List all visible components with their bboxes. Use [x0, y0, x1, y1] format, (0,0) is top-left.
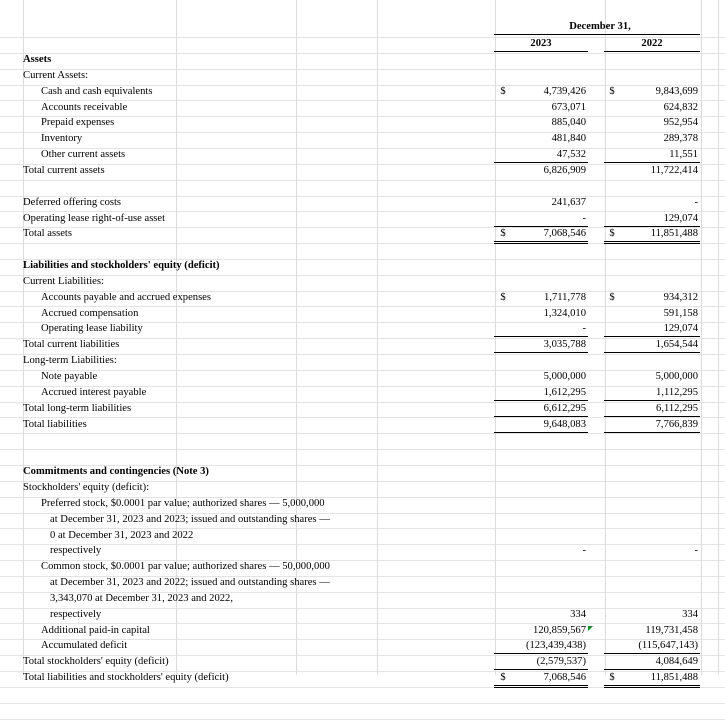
row-label: Commitments and contingencies (Note 3): [23, 466, 209, 478]
value-2023: 120,859,567: [533, 624, 586, 636]
row-label: Accounts payable and accrued expenses: [41, 291, 212, 303]
row-label: Additional paid-in capital: [41, 624, 150, 636]
total-underline: [604, 336, 700, 337]
row-label: at December 31, 2023 and 2023; issued and outstanding shares —: [50, 513, 330, 525]
value-2022: 334: [682, 608, 698, 620]
total-underline: [494, 653, 588, 654]
currency-symbol-2023: $: [500, 228, 506, 240]
total-underline: [494, 416, 588, 417]
value-2023: -: [582, 545, 586, 557]
value-2023: -: [582, 212, 586, 224]
row-label: at December 31, 2023 and 2022; issued and outstanding shares —: [50, 577, 330, 588]
double-underline: [494, 685, 588, 686]
row-label: Accumulated deficit: [41, 640, 128, 652]
value-2023: 4,739,426: [543, 85, 586, 97]
value-2022: 624,832: [663, 101, 698, 113]
value-2022: 289,378: [663, 133, 698, 145]
value-2022: 4,084,649: [655, 656, 698, 668]
value-2022: 1,654,544: [655, 339, 698, 351]
value-2023: 334: [570, 608, 586, 620]
value-2023: 47,532: [556, 149, 586, 161]
period-underline: [494, 34, 700, 35]
value-2023: 7,068,546: [543, 672, 586, 684]
total-underline: [604, 416, 700, 417]
value-2022: 11,851,488: [650, 672, 698, 684]
value-2023: 6,612,295: [543, 402, 586, 414]
value-2022: -: [694, 196, 698, 208]
row-label: Cash and cash equivalents: [41, 85, 153, 97]
cell-comment-marker: [588, 626, 593, 631]
double-underline: [494, 241, 588, 242]
currency-symbol-2022: $: [609, 291, 615, 303]
row-label: Long-term Liabilities:: [23, 355, 117, 367]
double-underline: [604, 687, 700, 688]
row-label: Prepaid expenses: [41, 117, 115, 129]
value-2023: 1,324,010: [543, 307, 586, 319]
value-2022: 9,843,699: [655, 85, 698, 97]
row-label: Inventory: [41, 133, 83, 145]
value-2022: 7,766,839: [655, 418, 698, 430]
total-underline: [494, 432, 588, 433]
row-label: Operating lease right-of-use asset: [23, 212, 166, 224]
value-2023: 885,040: [551, 117, 586, 129]
value-2023: 7,068,546: [543, 228, 586, 240]
row-label: Common stock, $0.0001 par value; authorized shares — 50,000,000: [41, 561, 330, 573]
value-2022: 129,074: [663, 212, 698, 224]
total-underline: [494, 400, 588, 401]
year-2022-header: 2022: [641, 38, 663, 49]
value-2023: 241,637: [551, 196, 586, 208]
total-underline: [604, 432, 700, 433]
currency-symbol-2023: $: [500, 85, 506, 97]
row-label: Accrued interest payable: [41, 386, 147, 398]
value-2022: 6,112,295: [656, 402, 698, 414]
value-2022: (115,647,143): [638, 640, 698, 652]
row-label: Total current assets: [23, 164, 105, 176]
year-2023-underline: [494, 51, 588, 52]
row-label: Note payable: [41, 371, 98, 382]
row-label: Current Assets:: [23, 69, 89, 81]
row-label: Preferred stock, $0.0001 par value; authorized shares — 5,000,000: [41, 497, 325, 509]
value-2022: 11,551: [669, 149, 698, 161]
double-underline: [604, 241, 700, 242]
value-2023: 673,071: [551, 101, 586, 113]
row-label: Operating lease liability: [41, 323, 143, 335]
row-label: respectively: [50, 545, 102, 557]
value-2022: 11,722,414: [650, 164, 698, 176]
value-2023: 1,711,778: [544, 291, 586, 303]
row-label: Liabilities and stockholders' equity (deficit): [23, 260, 220, 271]
value-2023: 1,612,295: [543, 386, 586, 398]
value-2023: 3,035,788: [543, 339, 586, 351]
currency-symbol-2023: $: [500, 672, 506, 684]
row-label: Total assets: [23, 228, 72, 240]
row-label: 3,343,070 at December 31, 2023 and 2022,: [50, 592, 233, 604]
row-label: Current Liabilities:: [23, 275, 104, 287]
row-label: Deferred offering costs: [23, 196, 122, 208]
value-2023: 5,000,000: [543, 371, 586, 382]
row-label: Stockholders' equity (deficit):: [23, 481, 150, 493]
currency-symbol-2022: $: [609, 228, 615, 240]
row-label: Other current assets: [41, 149, 126, 161]
value-2022: 952,954: [663, 117, 698, 129]
double-underline: [604, 685, 700, 686]
row-label: Accrued compensation: [41, 307, 139, 319]
row-label: Total current liabilities: [23, 339, 120, 351]
value-2023: -: [582, 323, 586, 335]
row-label: Accounts receivable: [41, 101, 128, 113]
row-label: Assets: [23, 54, 52, 65]
double-underline: [494, 687, 588, 688]
total-underline: [494, 352, 588, 353]
value-2022: 591,158: [663, 307, 698, 319]
total-underline: [494, 336, 588, 337]
double-underline: [494, 243, 588, 244]
value-2022: 129,074: [663, 323, 698, 335]
value-2023: (2,579,537): [536, 656, 586, 668]
value-2022: 119,731,458: [645, 624, 698, 636]
total-underline: [604, 352, 700, 353]
value-2023: 6,826,909: [543, 164, 586, 176]
currency-symbol-2022: $: [609, 672, 615, 684]
value-2022: 11,851,488: [650, 228, 698, 240]
row-label: respectively: [50, 608, 102, 620]
currency-symbol-2023: $: [500, 291, 506, 303]
value-2022: 5,000,000: [655, 371, 698, 382]
double-underline: [604, 243, 700, 244]
row-label: Total liabilities and stockholders' equity (deficit): [23, 672, 229, 684]
value-2022: -: [694, 545, 698, 557]
value-2022: 934,312: [663, 291, 698, 303]
row-label: Total liabilities: [23, 418, 87, 430]
value-2023: (123,439,438): [525, 640, 586, 652]
year-2023-header: 2023: [530, 38, 552, 49]
period-header: December 31,: [569, 21, 631, 32]
row-label: Total long-term liabilities: [23, 402, 132, 414]
currency-symbol-2022: $: [609, 85, 615, 97]
total-underline: [604, 400, 700, 401]
year-2022-underline: [604, 51, 700, 52]
row-label: Total stockholders' equity (deficit): [23, 656, 169, 668]
value-2022: 1,112,295: [656, 386, 698, 398]
value-2023: 9,648,083: [543, 418, 586, 430]
row-label: 0 at December 31, 2023 and 2022: [50, 529, 194, 541]
value-2023: 481,840: [551, 133, 586, 145]
total-underline: [604, 653, 700, 654]
